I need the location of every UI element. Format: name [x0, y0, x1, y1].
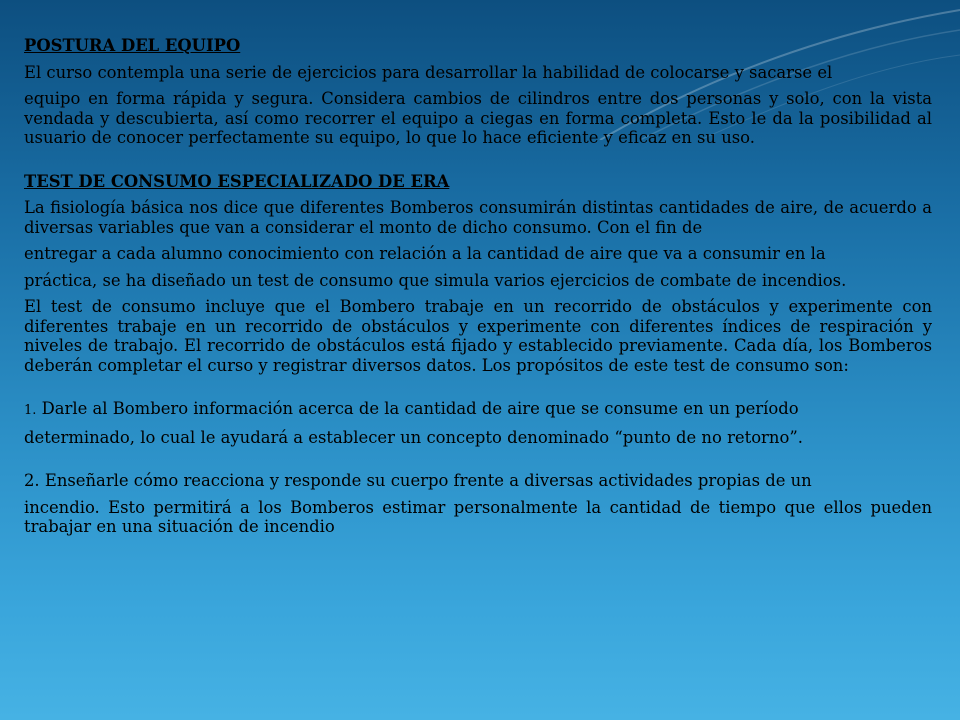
- section2-paragraph1: La fisiología básica nos dice que diferentes Bomberos consumirán distintas cantidades de aire, de acuerdo a diversas variables que van a considerar el monto de dicho consumo. Con el fin de: [24, 198, 932, 237]
- section-title-test: TEST DE CONSUMO ESPECIALIZADO DE ERA: [24, 171, 450, 191]
- slide-body: [24, 36, 932, 537]
- section-title-postura: POSTURA DEL EQUIPO: [24, 36, 241, 55]
- list-item-1-number: 1.: [24, 403, 37, 418]
- section2-line2: entregar a cada alumno conocimiento con relación a la cantidad de aire que va a consumir en la: [24, 244, 826, 263]
- list-item-2-paragraph: incendio. Esto permitirá a los Bomberos estimar personalmente la cantidad de tiempo que ellos pueden trabajar en una situación de incendio: [24, 497, 932, 536]
- section1-line1: El curso contempla una serie de ejercicios para desarrollar la habilidad de colocarse y sacarse el: [24, 62, 833, 82]
- list-item-1-line2: determinado, lo cual le ayudará a establecer un concepto denominado “punto de no retorno”.: [24, 427, 803, 447]
- list-item-1: [24, 399, 932, 421]
- section2-paragraph2: El test de consumo incluye que el Bombero trabaje en un recorrido de obstáculos y experimente con diferentes trabaje en un recorrido de obstáculos y experimente con diferentes índices de respiración y niveles de trabajo. El recorrido de obstáculos está fijado y establecido previamente. Cada día, los Bomberos deberán completar el curso y registrar diversos datos. Los propósitos de este test de consumo son:: [24, 297, 932, 375]
- list-item-2: [24, 471, 932, 491]
- section1-paragraph: equipo en forma rápida y segura. Considera cambios de cilindros entre dos personas y solo, con la vista vendada y descubierta, así como recorrer el equipo a ciegas en forma completa. Esto le da la posibilidad al usuario de conocer perfectamente su equipo, lo que lo hace eficiente y eficaz en su uso.: [24, 89, 932, 147]
- list-item-1-line1: Darle al Bombero información acerca de la cantidad de aire que se consume en un período: [41, 399, 799, 418]
- list-item-2-line1: Enseñarle cómo reacciona y responde su cuerpo frente a diversas actividades propias de un: [44, 471, 812, 490]
- list-item-2-number: 2.: [24, 471, 40, 490]
- section2-line3: práctica, se ha diseñado un test de consumo que simula varios ejercicios de combate de incendios.: [24, 270, 847, 290]
